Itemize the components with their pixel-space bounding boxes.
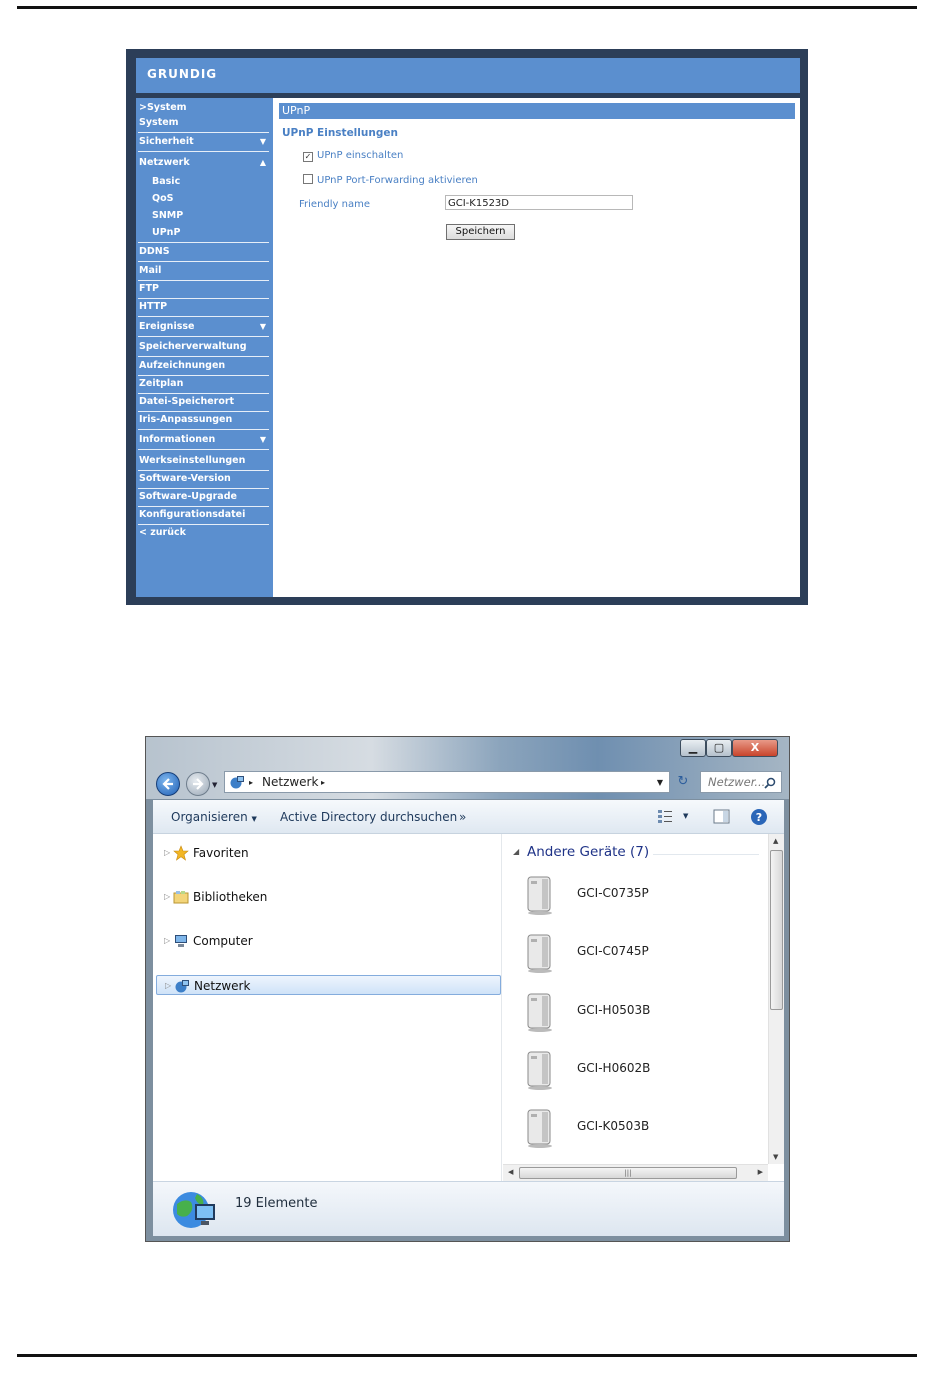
horizontal-scrollbar[interactable] [503, 1164, 768, 1181]
group-collapse-icon[interactable]: ◢ [513, 847, 520, 856]
upnp-enable-row [303, 150, 403, 162]
device-icon [525, 1108, 555, 1148]
sidebar-item-informationen[interactable]: Informationen ▼ [138, 432, 269, 450]
svg-text:?: ? [755, 811, 763, 824]
device-icon [525, 933, 555, 973]
device-item[interactable]: GCI-C0745P [525, 933, 725, 977]
camera-sidebar [136, 98, 273, 597]
port-forwarding-label: UPnP Port-Forwarding aktivieren [317, 175, 478, 186]
collapse-arrow-icon: ▲ [259, 158, 266, 167]
camera-header [136, 58, 800, 93]
brand-logo: GRUNDIG [147, 67, 218, 81]
close-button[interactable] [732, 739, 778, 757]
save-button[interactable]: Speichern [446, 224, 515, 240]
scroll-down-icon[interactable]: ▼ [773, 1153, 779, 1161]
device-item[interactable]: GCI-C0735P [525, 875, 725, 919]
minimize-button[interactable] [680, 739, 706, 757]
nav-item-netzwerk[interactable]: ▷ Netzwerk [156, 975, 501, 995]
sidebar-item-http[interactable]: HTTP [138, 299, 269, 317]
computer-icon [173, 933, 189, 949]
sidebar-item-werkseinstellungen[interactable]: Werkseinstellungen [138, 453, 269, 471]
top-rule [17, 6, 917, 9]
preview-pane-icon[interactable] [713, 809, 731, 825]
back-button[interactable] [156, 772, 180, 796]
bottom-rule [17, 1354, 917, 1357]
minimize-icon: ▁ [688, 741, 698, 754]
scroll-right-icon[interactable]: ▶ [757, 1168, 763, 1176]
group-header[interactable]: Andere Geräte (7) [527, 844, 650, 860]
horizontal-scroll-thumb[interactable]: ||| [519, 1167, 737, 1179]
pane-splitter[interactable] [501, 834, 502, 1181]
upnp-enable-checkbox[interactable]: ✓ [304, 152, 312, 161]
sidebar-divider [138, 227, 269, 243]
breadcrumb-netzwerk[interactable]: Netzwerk [262, 775, 319, 789]
sidebar-subitem-snmp[interactable]: SNMP [152, 210, 184, 221]
forward-button[interactable] [186, 772, 210, 796]
refresh-icon[interactable]: ↻ [677, 774, 689, 789]
device-item[interactable]: GCI-H0503B [525, 992, 725, 1036]
sidebar-item-system-root[interactable]: >System [139, 102, 187, 113]
network-icon [174, 978, 190, 994]
sidebar-item-ereignisse[interactable]: Ereignisse ▼ [138, 319, 269, 337]
vertical-scrollbar[interactable] [768, 834, 784, 1164]
device-item[interactable]: GCI-H0602B [525, 1050, 725, 1094]
library-icon [173, 889, 189, 905]
view-options-icon[interactable] [657, 809, 675, 825]
search-icon [764, 777, 776, 789]
sidebar-subitem-basic[interactable]: Basic [152, 176, 181, 187]
section-title: UPnP Einstellungen [282, 127, 398, 139]
scroll-left-icon[interactable]: ◀ [508, 1168, 514, 1176]
device-icon [525, 1050, 555, 1090]
friendly-name-label: Friendly name [299, 199, 370, 210]
address-dropdown-icon[interactable]: ▼ [656, 778, 663, 787]
camera-web-ui [126, 49, 808, 605]
camera-main-panel [273, 98, 800, 597]
device-icon [525, 875, 555, 915]
scroll-up-icon[interactable]: ▲ [773, 837, 779, 845]
sidebar-item-software-upgrade[interactable]: Software-Upgrade [138, 489, 269, 507]
star-icon [173, 845, 189, 861]
group-divider [653, 854, 759, 855]
nav-item-favoriten[interactable]: ▷ Favoriten [163, 843, 499, 863]
sidebar-item-ddns[interactable]: DDNS [138, 244, 269, 262]
sidebar-item-system[interactable]: System [138, 115, 269, 133]
breadcrumb-separator-icon: ▸ [249, 778, 254, 787]
nav-item-computer[interactable]: ▷ Computer [163, 931, 499, 951]
sidebar-item-ftp[interactable]: FTP [138, 281, 269, 299]
network-icon [229, 774, 245, 790]
expand-arrow-icon: ▼ [259, 137, 266, 146]
maximize-icon: ▢ [713, 741, 725, 754]
device-icon [525, 992, 555, 1032]
forward-arrow-icon [191, 777, 205, 791]
sidebar-item-zeitplan[interactable]: Zeitplan [138, 376, 269, 394]
sidebar-subitem-qos[interactable]: QoS [152, 193, 174, 204]
sidebar-subitem-upnp[interactable]: UPnP [152, 227, 181, 238]
back-arrow-icon [161, 777, 175, 791]
sidebar-item-netzwerk[interactable]: Netzwerk ▲ [138, 155, 269, 173]
sidebar-item-software-version[interactable]: Software-Version [138, 471, 269, 489]
port-forwarding-checkbox[interactable] [303, 174, 313, 184]
vertical-scroll-thumb[interactable] [770, 850, 783, 1010]
expand-arrow-icon: ▼ [259, 435, 266, 444]
view-dropdown-icon[interactable]: ▼ [683, 812, 689, 820]
chevron-down-icon: ▼ [251, 815, 257, 823]
network-globe-icon [171, 1186, 219, 1232]
details-pane [153, 1181, 784, 1236]
close-icon: X [750, 741, 760, 754]
sidebar-item-datei-speicherort[interactable]: Datei-Speicherort [138, 394, 269, 412]
search-input[interactable]: Netzwer... [700, 771, 782, 793]
sidebar-item-konfigurationsdatei[interactable]: Konfigurationsdatei [138, 507, 269, 525]
more-commands-button[interactable]: » [459, 810, 467, 824]
active-directory-button[interactable]: Active Directory durchsuchen [280, 810, 458, 824]
explorer-content [153, 834, 784, 1181]
expand-arrow-icon[interactable]: ▷ [164, 936, 171, 945]
sidebar-item-speicherverwaltung[interactable]: Speicherverwaltung [138, 339, 269, 357]
explorer-window [145, 736, 790, 1242]
sidebar-item-aufzeichnungen[interactable]: Aufzeichnungen [138, 358, 269, 376]
address-bar[interactable] [224, 771, 670, 793]
breadcrumb-separator-icon: ▸ [321, 778, 326, 787]
sidebar-item-sicherheit[interactable]: Sicherheit ▼ [138, 134, 269, 152]
sidebar-item-mail[interactable]: Mail [138, 263, 269, 281]
upnp-enable-label: UPnP einschalten [317, 150, 404, 161]
maximize-button[interactable] [706, 739, 732, 757]
friendly-name-input[interactable]: GCI-K1523D [445, 195, 633, 210]
expand-arrow-icon[interactable]: ▷ [164, 848, 171, 857]
item-count: 19 Elemente [235, 1196, 318, 1211]
expand-arrow-icon: ▼ [259, 322, 266, 331]
expand-arrow-icon[interactable]: ▷ [165, 981, 172, 990]
device-item[interactable]: GCI-K0503B [525, 1108, 725, 1152]
nav-item-bibliotheken[interactable]: ▷ Bibliotheken [163, 887, 499, 907]
command-bar [153, 800, 784, 834]
sidebar-item-iris-anpassungen[interactable]: Iris-Anpassungen [138, 412, 269, 430]
page-title: UPnP [279, 103, 795, 119]
sidebar-item-back[interactable]: < zurück [139, 527, 186, 538]
port-forwarding-row [303, 174, 478, 186]
history-dropdown-icon[interactable]: ▼ [212, 781, 218, 789]
organize-menu[interactable]: Organisieren ▼ [171, 810, 257, 824]
expand-arrow-icon[interactable]: ▷ [164, 892, 171, 901]
help-icon[interactable] [750, 808, 768, 826]
